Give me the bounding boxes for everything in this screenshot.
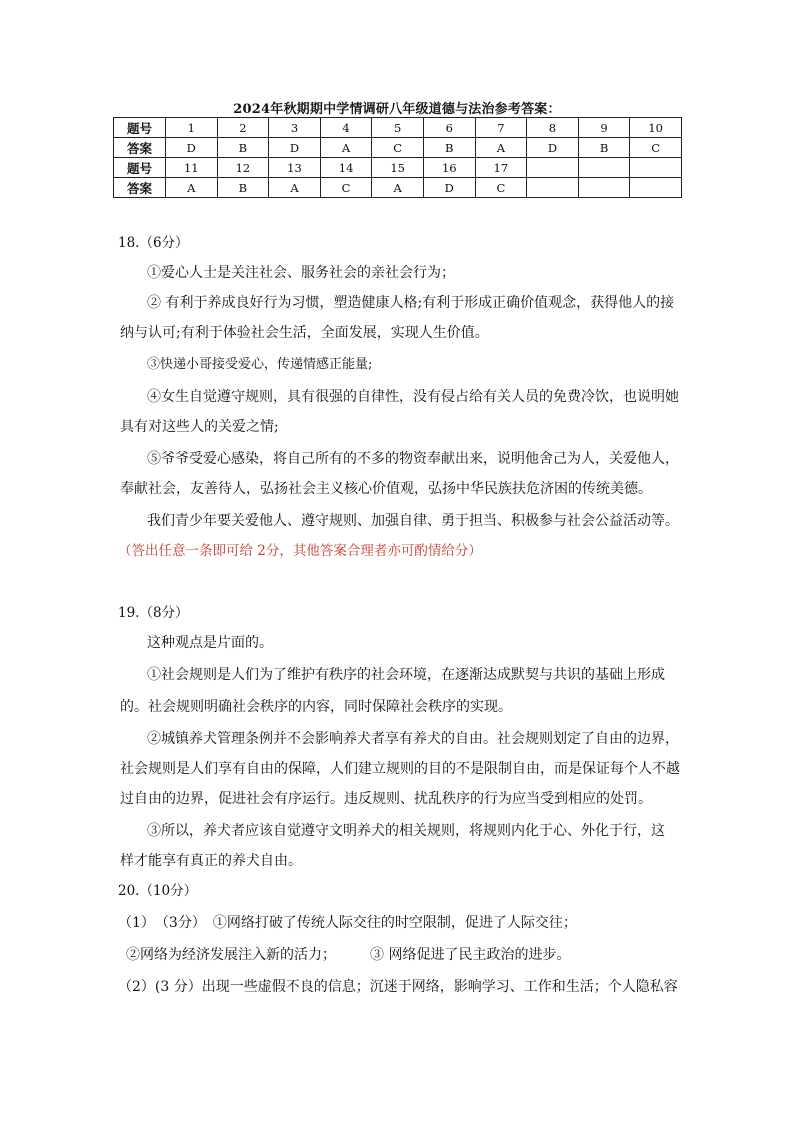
- q20-heading: 20.（10分）: [118, 883, 198, 899]
- table-cell: B: [217, 138, 269, 158]
- table-cell: B: [578, 138, 630, 158]
- table-cell: C: [630, 138, 682, 158]
- table-cell: 14: [320, 158, 372, 178]
- table-cell: B: [217, 178, 269, 198]
- q19-line-5: 社会规则是人们享有自由的保障，人们建立规则的目的不是限制自由，而是保证每个人不越: [120, 761, 680, 777]
- q18-scoring-note: （答出任意一条即可给 2分，其他答案合理者亦可酌情给分）: [118, 543, 482, 559]
- table-cell: 17: [475, 158, 527, 178]
- q18-line-4: ③快递小哥接受爱心，传递情感正能量;: [147, 357, 373, 372]
- table-cell: D: [423, 178, 475, 198]
- table-cell: D: [527, 138, 579, 158]
- answer-row: [114, 138, 682, 158]
- table-cell: C: [320, 178, 372, 198]
- table-cell: C: [475, 178, 527, 198]
- page-title: 2024年秋期期中学情调研八年级道德与法治参考答案：: [233, 102, 561, 117]
- table-cell: A: [269, 178, 321, 198]
- q19-line-4: ②城镇养犬管理条例并不会影响养犬者享有养犬的自由。社会规则划定了自由的边界，: [147, 731, 679, 747]
- q19-heading: 19.（8分）: [118, 605, 189, 621]
- table-cell: [630, 158, 682, 178]
- table-cell: 9: [578, 118, 630, 138]
- q20-line-2b: ③ 网络促进了民主政治的进步。: [370, 947, 571, 963]
- table-cell: 4: [320, 118, 372, 138]
- table-cell: 10: [630, 118, 682, 138]
- table-cell: [578, 178, 630, 198]
- table-cell: D: [269, 138, 321, 158]
- table-cell: 1: [166, 118, 218, 138]
- table-cell: 6: [423, 118, 475, 138]
- q19-line-7: ③所以，养犬者应该自觉遵守文明养犬的相关规则，将规则内化于心、外化于行，这: [147, 823, 665, 839]
- q19-line-1: 这种观点是片面的。: [147, 635, 273, 651]
- table-cell: 15: [372, 158, 424, 178]
- row-label: 题号: [114, 118, 166, 138]
- q18-heading: 18.（6分）: [118, 235, 189, 251]
- table-cell: 2: [217, 118, 269, 138]
- table-cell: A: [372, 178, 424, 198]
- q20-line-1: （1） （3分） ①网络打破了传统人际交往的时空限制，促进了人际交往；: [118, 915, 577, 931]
- q20-line-3: （2）(3 分）出现一些虚假不良的信息；沉迷于网络，影响学习、工作和生活；个人隐私容: [118, 979, 678, 995]
- table-cell: B: [423, 138, 475, 158]
- q18-line-7: ⑤爷爷受爱心感染，将自己所有的不多的物资奉献出来，说明他舍己为人，关爱他人，: [147, 451, 679, 467]
- row-label: 题号: [114, 158, 166, 178]
- table-cell: A: [475, 138, 527, 158]
- table-cell: 16: [423, 158, 475, 178]
- q18-line-8: 奉献社会，友善待人，弘扬社会主义核心价值观，弘扬中华民族扶危济困的传统美德。: [120, 481, 652, 497]
- q19-line-6: 过自由的边界，促进社会有序运行。违反规则、扰乱秩序的行为应当受到相应的处罚。: [120, 791, 652, 807]
- row-label: 答案: [114, 178, 166, 198]
- table-cell: [578, 158, 630, 178]
- table-cell: 3: [269, 118, 321, 138]
- table-cell: C: [372, 138, 424, 158]
- q18-line-2: ② 有利于养成良好行为习惯，塑造健康人格;有利于形成正确价值观念，获得他人的接: [147, 295, 675, 311]
- q19-line-3: 的。社会规则明确社会秩序的内容，同时保障社会秩序的实现。: [120, 699, 512, 715]
- table-cell: 13: [269, 158, 321, 178]
- table-cell: 12: [217, 158, 269, 178]
- table-cell: 5: [372, 118, 424, 138]
- row-label: 答案: [114, 138, 166, 158]
- answer-row: [114, 178, 682, 198]
- table-cell: [527, 158, 579, 178]
- q18-line-5: ④女生自觉遵守规则，具有很强的自律性，没有侵占给有关人员的免费冷饮，也说明她: [147, 389, 679, 405]
- table-cell: [630, 178, 682, 198]
- q19-line-2: ①社会规则是人们为了维护有秩序的社会环境，在逐渐达成默契与共识的基础上形成: [147, 667, 665, 683]
- q20-line-2a: ②网络为经济发展注入新的活力；: [126, 947, 336, 963]
- q18-line-1: ①爱心人士是关注社会、服务社会的亲社会行为；: [147, 265, 455, 281]
- table-cell: [527, 178, 579, 198]
- q18-line-6: 具有对这些人的关爱之情;: [120, 419, 279, 435]
- table-cell: 8: [527, 118, 579, 138]
- table-cell: A: [320, 138, 372, 158]
- question-number-row: [114, 118, 682, 138]
- table-cell: A: [166, 178, 218, 198]
- q19-line-8: 样才能享有真正的养犬自由。: [120, 853, 302, 869]
- table-cell: 11: [166, 158, 218, 178]
- q18-line-3: 纳与认可;有利于体验社会生活，全面发展，实现人生价值。: [120, 325, 489, 341]
- question-number-row: [114, 158, 682, 178]
- table-cell: D: [166, 138, 218, 158]
- q18-line-9: 我们青少年要关爱他人、遵守规则、加强自律、勇于担当、积极参与社会公益活动等。: [147, 513, 679, 529]
- table-cell: 7: [475, 118, 527, 138]
- answer-table: [113, 117, 682, 198]
